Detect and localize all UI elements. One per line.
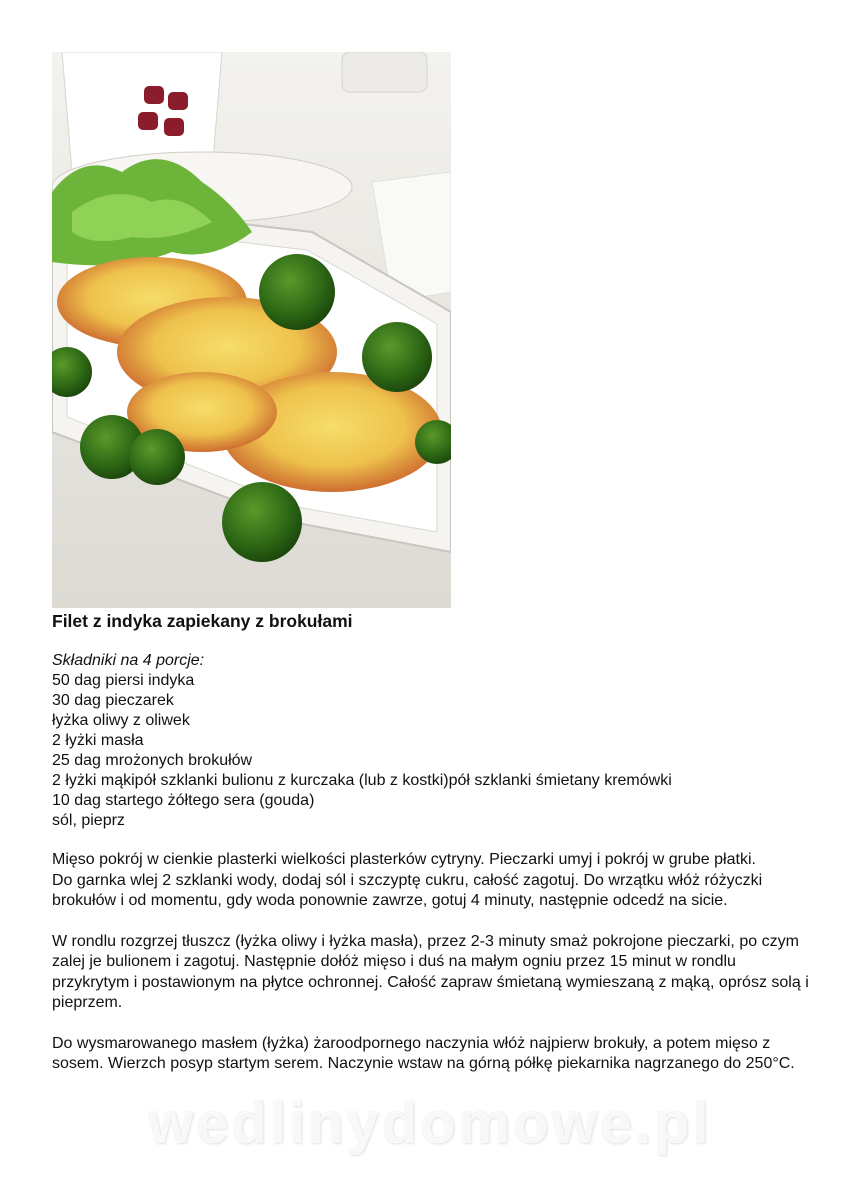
preparation-step: Mięso pokrój w cienkie plasterki wielkości plasterków cytryny. Pieczarki umyj i pokrój w grube płatki. xyxy=(52,851,756,868)
recipe-title: Filet z indyka zapiekany z brokułami xyxy=(52,611,353,631)
ingredient-item: 25 dag mrożonych brokułów xyxy=(52,752,253,769)
ingredient-item: 30 dag pieczarek xyxy=(52,692,174,709)
preparation-step: Do wysmarowanego masłem (łyżka) żaroodpornego naczynia włóż najpierw brokuły, a potem mięso z sosem. Wierzch posyp startym serem. Naczynie wstaw na górną półkę piekarnika nagrzanego do 250°C. xyxy=(52,1034,795,1072)
ingredient-item: łyżka oliwy z oliwek xyxy=(52,712,190,729)
preparation-step: Do garnka wlej 2 szklanki wody, dodaj sól i szczyptę cukru, całość zagotuj. Do wrzątku włóż różyczki brokułów i od momentu, gdy woda ponownie zawrze, gotuj 4 minuty, następnie odcedź na sicie. xyxy=(52,871,763,909)
site-watermark: wedlinydomowe.pl xyxy=(148,1091,712,1156)
ingredients-section xyxy=(52,651,812,831)
ingredients-list xyxy=(52,671,812,831)
ingredients-heading: Składniki na 4 porcje: xyxy=(52,652,205,669)
ingredient-item: 10 dag startego żółtego sera (gouda) xyxy=(52,792,315,809)
ingredient-item: sól, pieprz xyxy=(52,812,125,829)
preparation-step: W rondlu rozgrzej tłuszcz (łyżka oliwy i łyżka masła), przez 2-3 minuty smaż pokrojone pieczarki, po czym zalej je bulionem i zagotuj. Następnie dołóż mięso i duś na małym ogniu przez 15 minut w rondlu przykrytym i postawionym na płytce ochronnej. Całość zapraw śmietaną wymieszaną z mąką, oprósz solą i pieprzem. xyxy=(52,932,809,1011)
ingredient-item: 2 łyżki masła xyxy=(52,732,144,749)
ingredient-item: 2 łyżki mąkipół szklanki bulionu z kurczaka (lub z kostki)pół szklanki śmietany kremówki xyxy=(52,772,672,789)
preparation-section xyxy=(52,850,812,1095)
dish-photo xyxy=(52,52,451,608)
ingredient-item: 50 dag piersi indyka xyxy=(52,672,195,689)
